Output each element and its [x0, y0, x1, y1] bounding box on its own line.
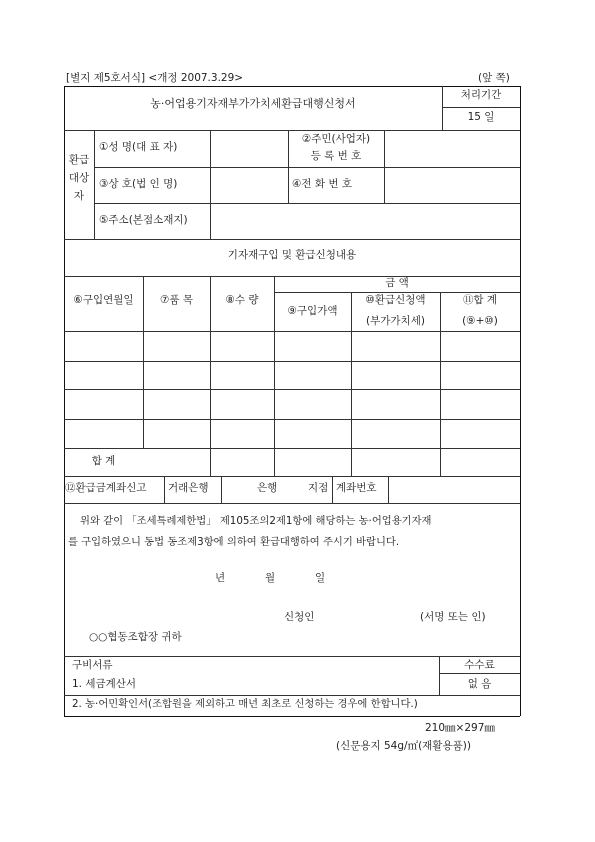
divider	[210, 203, 211, 239]
col-total-formula: (⑨+⑩)	[462, 315, 498, 327]
addressee: ○○협동조합장 귀하	[89, 631, 182, 643]
document-item-1: 1. 세금계산서	[72, 678, 137, 690]
col-purchase-date: ⑥구입연월일	[73, 294, 134, 306]
bank-unit: 은행	[257, 482, 278, 494]
table-col-line	[351, 292, 352, 476]
date-year: 년	[215, 572, 226, 584]
purchase-section-title: 기자재구입 및 환급신청내용	[227, 249, 357, 261]
table-col-line	[210, 276, 211, 476]
paper-spec: (신문용지 54g/㎡(재활용품))	[336, 740, 471, 752]
divider	[64, 656, 520, 657]
divider	[164, 476, 165, 503]
applicant-section-label-3: 자	[73, 190, 85, 202]
divider	[332, 476, 333, 503]
form-id: [별지 제5호서식] <개정 2007.3.29>	[66, 72, 244, 84]
fee-label: 수수료	[464, 659, 495, 671]
table-row-line	[64, 476, 520, 477]
paper-size: 210㎜×297㎜	[425, 722, 495, 734]
account-number-label: 계좌번호	[336, 482, 377, 494]
applicant-section-label-1: 환급	[68, 154, 90, 166]
page-side: (앞 쪽)	[478, 72, 510, 84]
fee-value: 없 음	[467, 678, 492, 690]
form-title: 농·어업용기자재부가가치세환급대행신청서	[150, 97, 356, 110]
table-row-line	[64, 448, 520, 449]
table-row-line	[64, 361, 520, 362]
table-row-line	[64, 331, 520, 332]
statement-line-1: 위와 같이 「조세특례제한법」 제105조의2제1항에 해당하는 농·어업용기자재	[80, 515, 432, 527]
date-day: 일	[315, 572, 326, 584]
col-total: ⑪합 계	[462, 294, 498, 306]
statement-line-2: 를 구입하였으니 동법 동조제3항에 의하여 환급대행하여 주시기 바랍니다.	[68, 536, 400, 548]
document-item-2: 2. 농·어민확인서(조합원을 제외하고 매년 최초로 신청하는 경우에 한합니다.)	[72, 698, 418, 710]
table-col-line	[143, 276, 144, 448]
rrn-label-2: 등 록 번 호	[310, 150, 362, 162]
processing-period-label: 처리기간	[460, 89, 502, 101]
required-documents-title: 구비서류	[72, 659, 113, 671]
divider	[439, 673, 520, 674]
date-month: 월	[265, 572, 276, 584]
application-form	[64, 86, 520, 716]
phone-label: ④전 화 번 호	[292, 178, 352, 190]
col-refund-amount: ⑩환급신청액	[365, 294, 426, 306]
col-quantity: ⑧수 량	[225, 294, 259, 306]
table-row-line	[64, 419, 520, 420]
processing-period-value: 15 일	[467, 111, 495, 123]
branch-unit: 지점	[308, 482, 329, 494]
form-border-bottom	[64, 716, 520, 717]
table-row-line	[64, 389, 520, 390]
col-refund-vat: (부가가치세)	[366, 315, 425, 327]
bank-label: 거래은행	[168, 482, 209, 494]
name-label: ①성 명(대 표 자)	[99, 141, 178, 153]
address-label: ⑤주소(본점소재지)	[99, 214, 188, 226]
divider	[64, 239, 520, 240]
trade-name-label: ③상 호(법 인 명)	[99, 178, 178, 190]
col-item: ⑦품 목	[159, 294, 194, 306]
applicant-sign-label: 신청인	[284, 611, 315, 623]
total-row-label: 합 계	[91, 455, 116, 467]
divider	[64, 130, 520, 131]
divider	[94, 130, 95, 239]
rrn-label-1: ②주민(사업자)	[301, 133, 371, 145]
divider	[64, 695, 520, 696]
applicant-section-label-2: 대상	[68, 172, 90, 184]
divider	[384, 130, 385, 203]
divider	[94, 167, 520, 168]
refund-account-label: ⑫환급금계좌신고	[65, 482, 147, 494]
divider	[274, 292, 520, 293]
divider	[221, 476, 222, 503]
divider	[210, 130, 211, 203]
amount-group-label: 금 액	[385, 277, 409, 289]
form-border-right	[520, 86, 521, 716]
signature-label: (서명 또는 인)	[420, 611, 486, 623]
table-col-line	[274, 276, 275, 476]
table-col-line	[440, 292, 441, 476]
form-border-top	[64, 86, 520, 87]
divider	[388, 476, 389, 503]
divider	[442, 107, 520, 108]
divider	[94, 203, 520, 204]
col-purchase-price: ⑨구입가액	[287, 305, 338, 317]
divider	[64, 503, 520, 504]
